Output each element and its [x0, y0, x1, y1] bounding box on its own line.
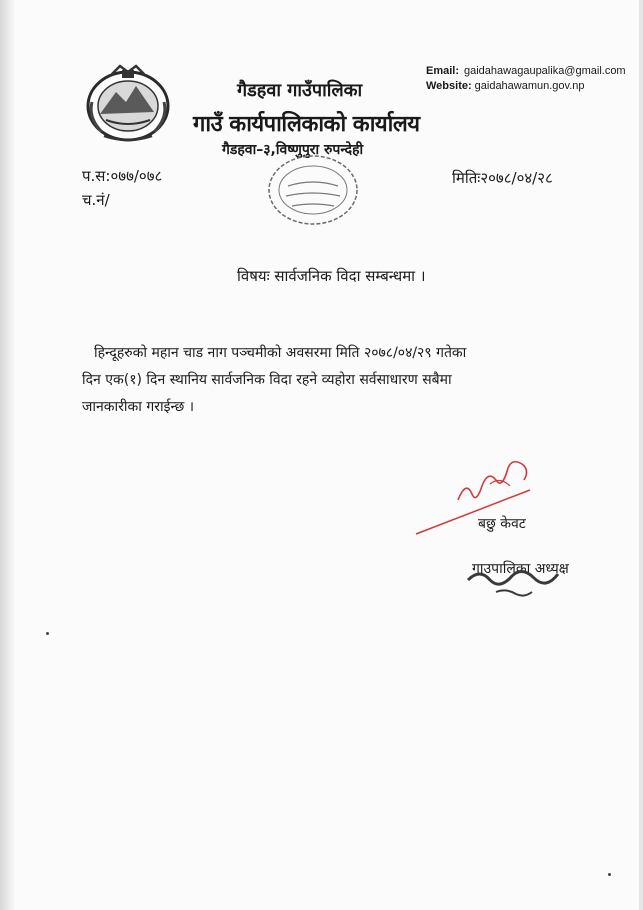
letter-body: [82, 340, 562, 421]
signatory-stamp: [460, 562, 580, 602]
dispatch-number: च.नं/: [82, 191, 110, 209]
letter-number: प.स:०७७/०७८: [82, 167, 163, 185]
email-label: Email:: [426, 65, 460, 77]
signatory-name: बछु केवट: [478, 516, 526, 532]
office-address: गैडहवा–३,विष्णुपुरा रुपन्देही: [222, 142, 364, 158]
office-seal-stamp: [258, 150, 368, 230]
letter-subject: विषयः सार्वजनिक विदा सम्बन्धमा ।: [237, 267, 426, 285]
contact-block: [426, 64, 626, 94]
letter-date: मितिः२०७८/०४/२८: [452, 169, 553, 187]
speck-mark: [46, 632, 49, 635]
website-value: gaidahawamun.gov.np: [474, 80, 585, 92]
office-name: गाउँ कार्यपालिकाको कार्यालय: [193, 112, 420, 137]
email-value: gaidahawagaupalika@gmail.com: [464, 65, 626, 77]
speck-mark: [608, 873, 611, 876]
body-line: जानकारीका गराईन्छ ।: [82, 399, 195, 415]
website-label: Website:: [426, 80, 472, 92]
body-line: दिन एक(१) दिन स्थानिय सार्वजनिक विदा रहने व्यहोरा सर्वसाधारण सबैमा: [82, 372, 452, 388]
municipality-name: गैडहवा गाउँपालिका: [237, 80, 363, 101]
nepal-emblem-icon: [82, 62, 174, 144]
signatory-title: गाउपालिका अध्यक्ष: [472, 561, 569, 577]
body-line: हिन्दूहरुको महान चाड नाग पञ्चमीको अवसरमा मिति २०७८/०४/२९ गतेका: [94, 345, 467, 361]
